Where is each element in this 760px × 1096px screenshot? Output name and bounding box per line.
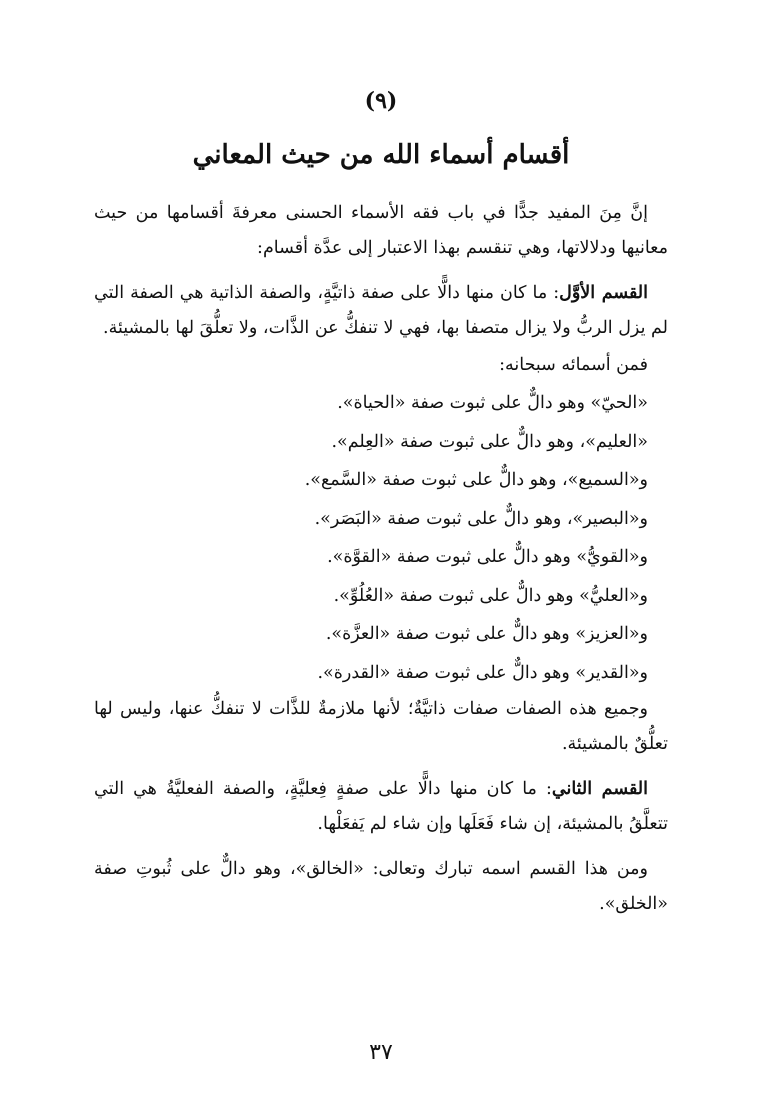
section-two-text: : ما كان منها دالًّا على صفةٍ فِعليَّةٍ، والصفة الفعليَّةُ هي التي تتعلَّقُ بالمشيئة، إن شاء فَعَلَها وإن شاء لم يَفعَلْها. (94, 779, 668, 834)
names-list (94, 384, 668, 692)
chapter-title: أقسام أسماء الله من حيث المعاني (192, 140, 570, 170)
page-number: ٣٧ (369, 1040, 393, 1065)
section-two-heading: القسم الثاني (551, 779, 648, 799)
chapter-number: (٩) (364, 88, 398, 114)
list-item: و«العليُّ» وهو دالٌّ على ثبوت صفة «العُلُوِّ». (333, 585, 648, 606)
closing-paragraph: ومن هذا القسم اسمه تبارك وتعالى: «الخالق»، وهو دالٌّ على ثُبوتِ صفة «الخلق». (94, 859, 668, 914)
book-page (94, 0, 668, 1096)
list-item: و«العزيز» وهو دالٌّ على ثبوت صفة «العزَّة». (325, 624, 648, 644)
list-item: و«السميع»، وهو دالٌّ على ثبوت صفة «السَّمع». (304, 470, 648, 490)
section-one-text: : ما كان منها دالًّا على صفة ذاتيَّةٍ، والصفة الذاتية هي الصفة التي لم يزل الربُّ ولا يزال متصفا بها، فهي لا تنفكُّ عن الذَّات، ولا تعلُّقَ لها بالمشيئة. (94, 283, 668, 338)
section-one-paragraph (94, 276, 668, 346)
list-item: «الحيّ» وهو دالٌّ على ثبوت صفة «الحياة». (337, 393, 648, 413)
section-one-heading: القسم الأوَّل (559, 283, 649, 303)
list-item: «العليم»، وهو دالٌّ على ثبوت صفة «العِلم». (331, 431, 648, 452)
summary-paragraph: وجميع هذه الصفات صفات ذاتيَّةٌ؛ لأنها ملازمةٌ للذَّات لا تنفكُّ عنها، وليس لها تعلُّقٌ بالمشيئة. (94, 699, 668, 754)
intro-paragraph: إنَّ مِنَ المفيد جدًّا في باب فقه الأسماء الحسنى معرفةَ أقسامها من حيث معانيها ودلالاتها، وهي تنقسم بهذا الاعتبار إلى عدَّة أقسام: (94, 203, 668, 258)
page-body (94, 196, 668, 932)
list-item: و«القويُّ» وهو دالٌّ على ثبوت صفة «القوَّة». (327, 547, 648, 567)
names-intro: فمن أسمائه سبحانه: (499, 355, 648, 375)
list-item: و«البصير»، وهو دالٌّ على ثبوت صفة «البَصَر». (314, 508, 648, 529)
list-item: و«القدير» وهو دالٌّ على ثبوت صفة «القدرة». (317, 662, 648, 683)
section-two-paragraph (94, 772, 668, 842)
